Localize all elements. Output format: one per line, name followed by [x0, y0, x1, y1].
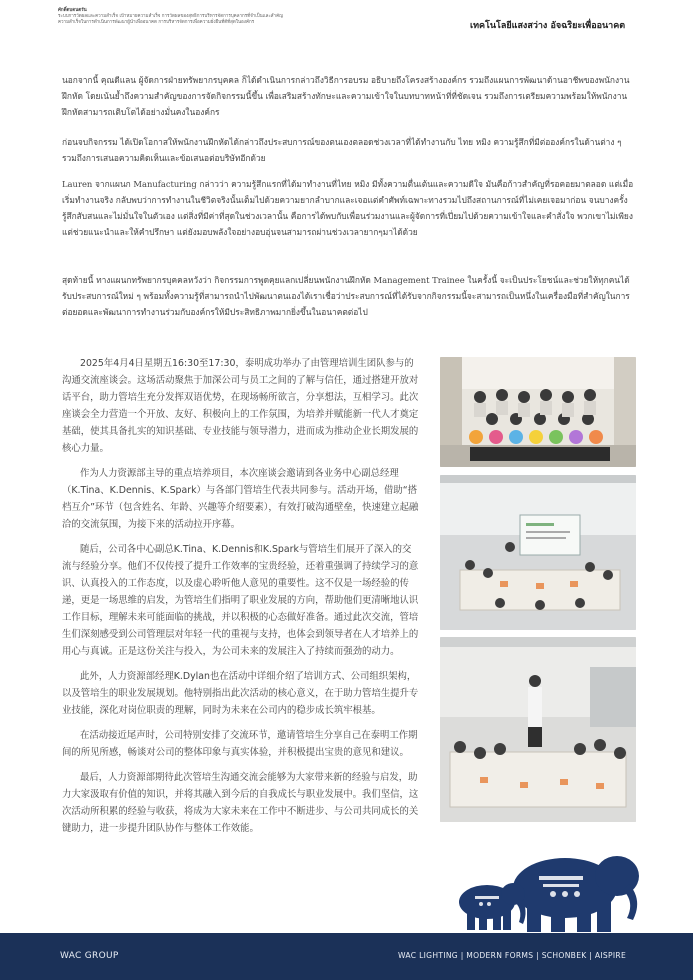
footer-brand: WAC GROUP	[60, 951, 119, 961]
header-meta-line: ระบบการวัดผลและความสำเร็จ เป้าหมายความสำเร็จ การวัดผลของสุทธิการบริหารจัดการบุคลากรที่จำเป็นและสำคัญ	[58, 14, 283, 19]
chinese-paragraph: 2025年4月4日星期五16:30至17:30，泰明成功举办了由管理培训生团队参与的沟通交流座谈会。这场活动聚焦于加深公司与员工之间的了解与信任，通过搭建开放对话平台，助力管培生充分发挥双语优势，在现场畅所欲言，分享想法，互相学习。此次座谈会全力营造一个开放、友好、积极向上的工作氛围，为培养并赋能新一代人才奠定基础，使其具备扎实的知识基础、专业技能与领导潜力，进而成为推动企业长期发展的核心力量。	[62, 358, 419, 454]
footer-brand-list: WAC LIGHTING | MODERN FORMS | SCHONBEK | AISPIRE	[398, 951, 627, 960]
chinese-paragraph: 随后，公司各中心副总K.Tina、K.Dennis和K.Spark与管培生们展开了深入的交流与经验分享。他们不仅传授了提升工作效率的宝贵经验，还着重强调了持续学习的意识、认真投入的工作态度，以及虚心聆听他人意见的重要性。这不仅是一场经验的传递，更是一场思维的启发，为管培生们指明了职业发展的方向，帮助他们更清晰地认识工作目标，理解未来可能面临的挑战，并以积极的心态做好准备。通过此次交流，管培生们深刻感受到公司管理层对年轻一代的重视与支持，也体会到领导者在人才培养上的用心与真诚。正是这份关注与投入，为公司未来的发展注入了持续而强劲的动力。	[62, 544, 419, 657]
header-meta-title: ศักดิ์ดบดนตรัน	[58, 8, 87, 13]
chinese-paragraph: 此外，人力资源部经理K.Dylan也在活动中详细介绍了培训方式、公司组织架构，以及管培生的职业发展规划。他特别指出此次活动的核心意义，在于助力管培生提升专业技能，深化对岗位职责的理解，同时为未来在公司内的稳步成长筑牢根基。	[62, 671, 419, 716]
thai-paragraph: สุดท้ายนี้ ทางแผนกทรัพยากรบุคคลหวังว่า กิจกรรมการพูดคุยแลกเปลี่ยนพนักงานฝึกหัด Management Trainee ในครั้งนี้ จะเป็นประโยชน์และช่วยให้ทุกคนได้รับประสบการณ์ใหม่ ๆ พร้อมทั้งความรู้ที่สามารถนำไปพัฒนาตนเองได้เราเชื่อว่าประสบการณ์ที่ได้รับจากกิจกรรมนี้จะสามารถเป็นหนึ่งในเครื่องมือที่สำคัญในการต่อยอดและพัฒนาการทำงานร่วมกับองค์กรให้มีประสิทธิภาพมากยิ่งขึ้นในอนาคตต่อไป	[62, 275, 630, 317]
chinese-article	[62, 355, 420, 845]
chinese-paragraph: 在活动接近尾声时，公司特别安排了交流环节，邀请管培生分享自己在泰明工作期间的所见所感，畅谈对公司的整体印象与真实体验，并积极提出宝贵的意见和建议。	[62, 730, 418, 758]
thai-paragraph: Lauren จากแผนก Manufacturing กล่าวว่า ความรู้สึกแรกที่ได้มาทำงานที่ไทย หมิง มีทั้งความตื่นเต้นและความดีใจ มันคือก้าวสำคัญที่รอคอยมาตลอด แต่เมื่อเริ่มทำงานจริง กลับพบว่าการทำงานในชีวิตจริงนั้นเต็มไปด้วยความยากลำบากและเจอแต่คำศัพท์เฉพาะทางรวมไปถึงสถานการณ์ที่ไม่เคยเจอมาก่อน จนบางครั้งรู้สึกสับสนและไม่มั่นใจในตัวเอง แต่สิ่งที่มีค่าที่สุดในช่วงเวลานั้น คือการได้พบกับเพื่อนร่วมงานและผู้จัดการที่เปี่ยมไปด้วยความเข้าใจและคำสั่งใจ พวกเขาไม่เพียงแต่ช่วยแนะนำและให้คำปรึกษา แต่ยังมอบพลังใจอย่างอบอุ่นจนสามารถผ่านช่วงเวลายากๆมาได้ด้วย	[62, 179, 634, 237]
chinese-paragraph: 最后，人力资源部期待此次管培生沟通交流会能够为大家带来新的经验与启发，助力大家汲取有价值的知识，并将其融入到今后的自我成长与职业发展中。我们坚信，这次活动所积累的经验与收获，将成为大家未来在工作中不断进步、与公司共同成长的关键助力，进一步提升团队协作与整体工作效能。	[62, 772, 419, 834]
meeting-photo-presentation	[440, 475, 636, 630]
elephant-illustration	[447, 840, 643, 934]
header-meta-line: ความสำเร็จในการดำเนินการพัฒนาผู้นำเพื่ออนาคต การบริหารจัดการเพื่อความยั่งยืนที่ดีที่สุดในองค์กร	[58, 20, 255, 25]
group-photo	[440, 357, 636, 467]
thai-paragraph: ก่อนจบกิจกรรม ได้เปิดโอกาสให้พนักงานฝึกหัดได้กล่าวถึงประสบการณ์ของตนเองตลอดช่วงเวลาที่ได้ทำงานกับ ไทย หมิง ความรู้สึกที่มีต่อองค์กรในด้านต่าง ๆ รวมถึงการเสนอความคิดเห็นและข้อเสนอต่อบริษัทอีกด้วย	[62, 137, 622, 163]
chinese-paragraph: 作为人力资源部主导的重点培养项目，本次座谈会邀请到各业务中心副总经理（K.Tina、K.Dennis、K.Spark）与各部门管培生代表共同参与。活动开场，借助“搭档互介”环节（包含姓名、年龄、兴趣等介绍要素），有效打破沟通壁垒，快速建立起融洽的交流氛围，为接下来的活动拉开序幕。	[62, 468, 419, 530]
header-meta	[58, 8, 358, 26]
thai-paragraph: นอกจากนี้ คุณดีแลน ผู้จัดการฝ่ายทรัพยากรบุคคล ก็ได้ดำเนินการกล่าวถึงวิธีการอบรม อธิบายถึงโครงสร้างองค์กร รวมถึงแผนการพัฒนาด้านอาชีพของพนักงานฝึกหัด โดยเน้นย้ำถึงความสำคัญของการจัดกิจกรรมนี้ขึ้น เพื่อเสริมสร้างทักษะและความเข้าใจในบทบาทหน้าที่ที่ชัดเจน รวมถึงการเตรียมความพร้อมให้พนักงานฝึกหัดสามารถเติบโตได้อย่างมั่นคงในองค์กร	[62, 75, 630, 117]
meeting-photo-speaker	[440, 637, 636, 822]
footer-bar	[0, 933, 693, 980]
header-title: เทคโนโลยีแสงสว่าง อัจฉริยะเพื่ออนาคต	[470, 21, 626, 31]
